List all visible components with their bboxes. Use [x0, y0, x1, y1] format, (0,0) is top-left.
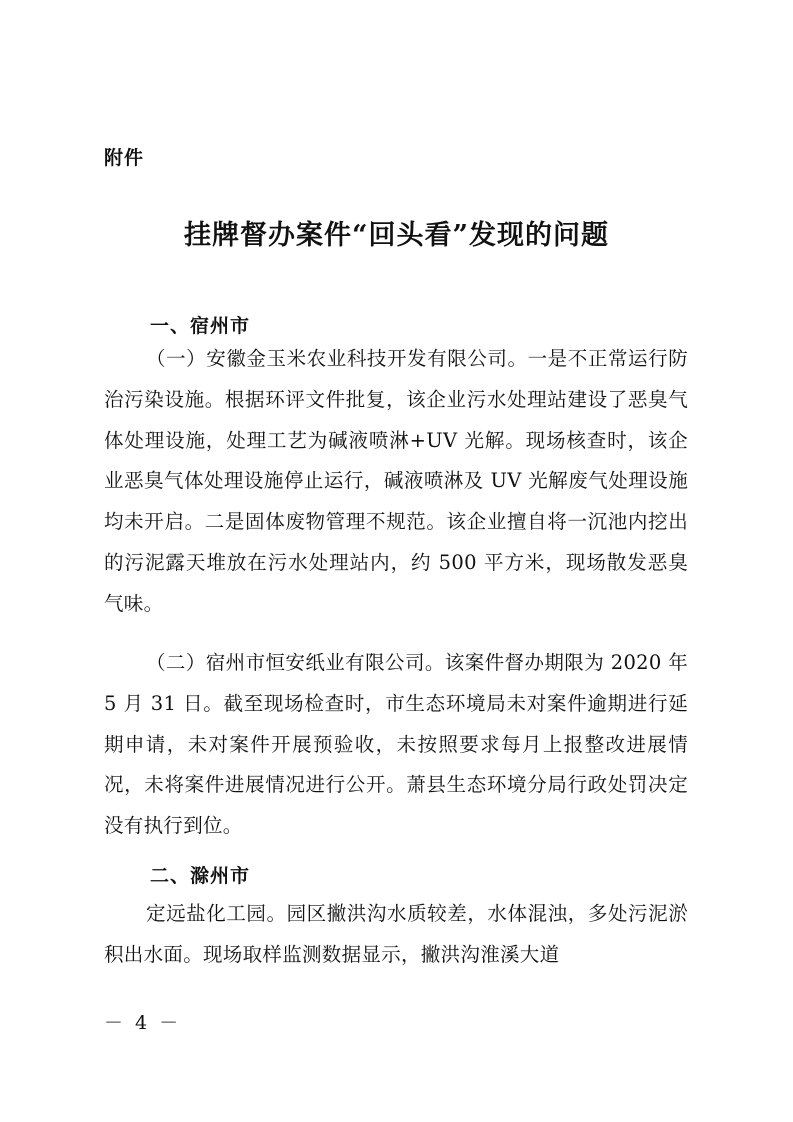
page-number: － 4 －	[104, 1012, 182, 1034]
paragraph: 定远盐化工园。园区撇洪沟水质较差，水体混浊，多处污泥淤积出水面。现场取样监测数据显示，撇洪沟淮溪大道	[104, 902, 688, 966]
paragraph: （二）宿州市恒安纸业有限公司。该案件督办期限为 2020 年 5 月 31 日。截至现场检查时，市生态环境局未对案件逾期进行延期申请，未对案件开展预验收，未按照要求每月上报整改进展情况，未将案件进展情况进行公开。萧县生态环境分局行政处罚决定没有执行到位。	[104, 651, 688, 838]
attachment-label: 附件	[104, 147, 145, 169]
section-heading: 二、滁州市	[150, 865, 251, 887]
paragraph: （一）安徽金玉米农业科技开发有限公司。一是不正常运行防治污染设施。根据环评文件批复，该企业污水处理站建设了恶臭气体处理设施，处理工艺为碱液喷淋+UV 光解。现场核查时，该企业恶臭气体处理设施停止运行，碱液喷淋及 UV 光解废气处理设施均未开启。二是固体废物管理不规范。该企业擅自将一沉池内挖出的污泥露天堆放在污水处理站内，约 500 平方米，现场散发恶臭气味。	[104, 347, 688, 615]
section-heading: 一、宿州市	[150, 315, 251, 337]
document-title: 挂牌督办案件“回头看”发现的问题	[183, 220, 610, 251]
